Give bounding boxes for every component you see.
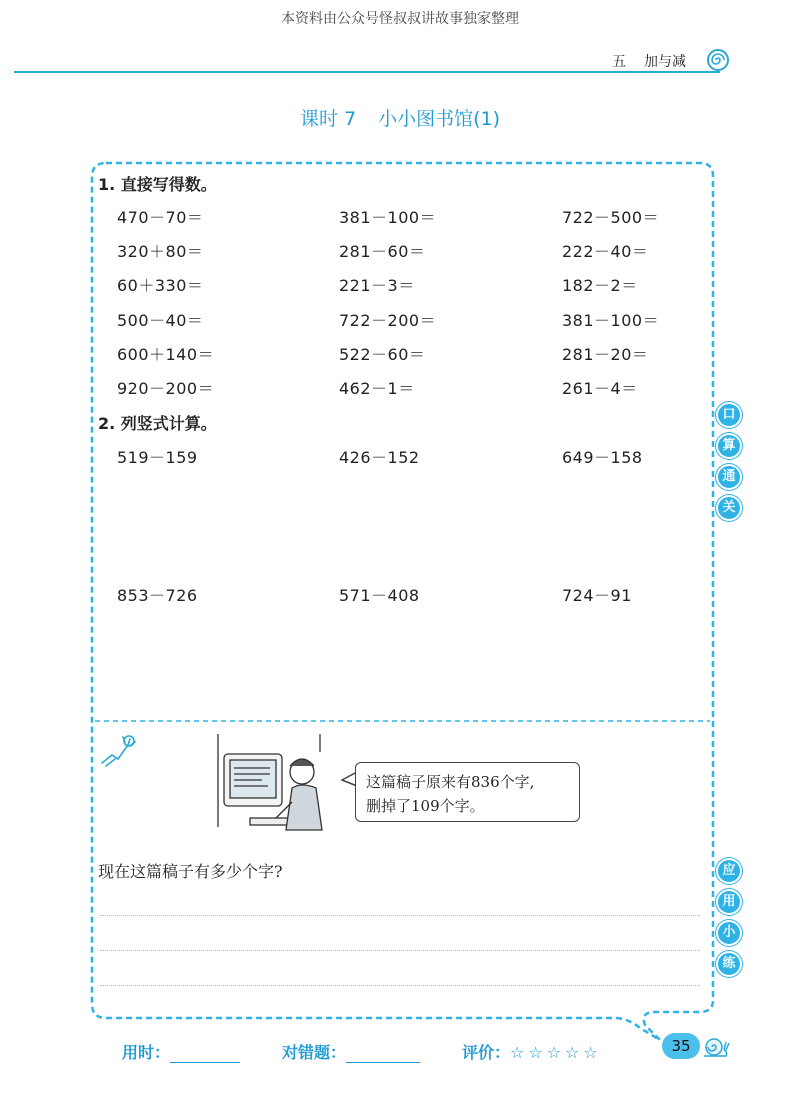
side-tab-char: 通 xyxy=(718,466,740,488)
section-title: 加与减 xyxy=(644,54,686,70)
q2-expr-r2c2: 571－408 xyxy=(339,586,420,605)
speech-bubble xyxy=(355,762,580,822)
pointing-hand-icon xyxy=(98,733,138,769)
time-used-label: 用时： xyxy=(122,1043,171,1062)
snail-icon xyxy=(700,1030,730,1060)
bubble-line-2: 删掉了109个字。 xyxy=(366,797,485,815)
lesson-label: 课时 7 xyxy=(299,108,357,130)
side-tab-char: 口 xyxy=(718,404,740,426)
errors-blank[interactable] xyxy=(346,1044,420,1063)
side-tab-oral-calculation xyxy=(718,404,740,528)
q1-expr-r2c1: 320＋80＝ xyxy=(117,242,204,261)
q1-expr-r6c1: 920－200＝ xyxy=(117,379,215,398)
person-at-computer-illustration xyxy=(212,732,332,832)
errors-label: 对错题： xyxy=(282,1043,347,1062)
time-used-field[interactable] xyxy=(122,1040,240,1063)
bubble-line-1: 这篇稿子原来有836个字, xyxy=(366,773,535,791)
watermark-text: 本资料由公众号怪叔叔讲故事独家整理 xyxy=(281,11,519,27)
rating-label: 评价： xyxy=(462,1043,511,1062)
answer-line xyxy=(100,950,700,951)
q1-title: 1. 直接写得数。 xyxy=(98,175,217,194)
q1-expr-r3c2: 221－3＝ xyxy=(339,276,415,295)
page-number: 35 xyxy=(662,1033,700,1059)
q1-expr-r2c2: 281－60＝ xyxy=(339,242,426,261)
q1-expr-r1c3: 722－500＝ xyxy=(562,208,660,227)
rating-stars[interactable]: ☆☆☆☆☆ xyxy=(510,1043,602,1062)
application-question: 现在这篇稿子有多少个字? xyxy=(98,862,283,881)
q1-expr-r1c1: 470－70＝ xyxy=(117,208,204,227)
side-tab-application xyxy=(718,860,740,984)
q1-expr-r5c1: 600＋140＝ xyxy=(117,345,215,364)
q1-expr-r6c2: 462－1＝ xyxy=(339,379,415,398)
section-number: 五 xyxy=(612,54,626,70)
q2-expr-r1c2: 426－152 xyxy=(339,448,420,467)
lesson-name: 小小图书馆(1) xyxy=(378,108,501,130)
side-tab-char: 关 xyxy=(718,497,740,519)
side-tab-char: 小 xyxy=(718,922,740,944)
time-used-blank[interactable] xyxy=(170,1044,240,1063)
errors-field[interactable] xyxy=(282,1040,420,1063)
q1-expr-r3c3: 182－2＝ xyxy=(562,276,638,295)
q2-title: 2. 列竖式计算。 xyxy=(98,414,217,433)
side-tab-char: 算 xyxy=(718,435,740,457)
q2-expr-r2c1: 853－726 xyxy=(117,586,198,605)
q2-expr-r1c1: 519－159 xyxy=(117,448,198,467)
q1-expr-r5c3: 281－20＝ xyxy=(562,345,649,364)
q1-expr-r6c3: 261－4＝ xyxy=(562,379,638,398)
q1-expr-r2c3: 222－40＝ xyxy=(562,242,649,261)
answer-line xyxy=(100,915,700,916)
q2-expr-r2c3: 724－91 xyxy=(562,586,632,605)
rating-field xyxy=(462,1040,602,1063)
q1-expr-r4c1: 500－40＝ xyxy=(117,311,204,330)
side-tab-char: 练 xyxy=(718,953,740,975)
q1-expr-r4c3: 381－100＝ xyxy=(562,311,660,330)
q2-expr-r1c3: 649－158 xyxy=(562,448,643,467)
q1-expr-r3c1: 60＋330＝ xyxy=(117,276,204,295)
side-tab-char: 应 xyxy=(718,860,740,882)
answer-line xyxy=(100,985,700,986)
q1-expr-r5c2: 522－60＝ xyxy=(339,345,426,364)
q1-expr-r1c2: 381－100＝ xyxy=(339,208,437,227)
q1-expr-r4c2: 722－200＝ xyxy=(339,311,437,330)
side-tab-char: 用 xyxy=(718,891,740,913)
